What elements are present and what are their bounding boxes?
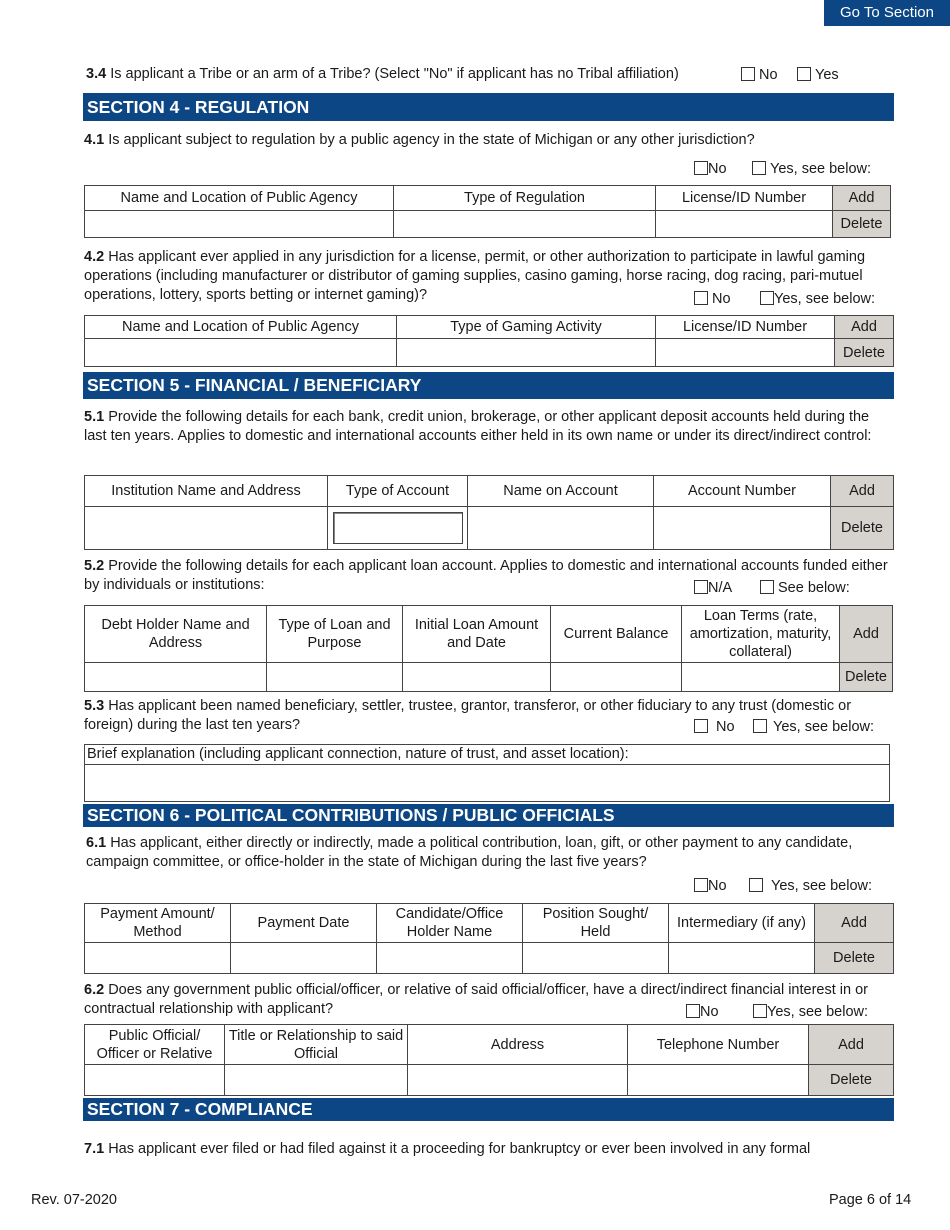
column-header: Debt Holder Name and Address [85, 606, 267, 663]
column-header: Payment Date [231, 904, 377, 943]
section-7-header: SECTION 7 - COMPLIANCE [83, 1098, 894, 1121]
option-3-4-no[interactable]: No [741, 67, 778, 83]
option-3-4-yes[interactable]: Yes [797, 67, 839, 83]
question-4-1: 4.1 Is applicant subject to regulation by a public agency in the state of Michigan or any other jurisdiction? [84, 132, 755, 148]
table-header-row [85, 476, 894, 507]
question-6-1: 6.1 Has applicant, either directly or indirectly, made a political contribution, loan, gift, or other payment to any candidate, campaign committee, or office-holder in the state of Michigan during the last five years? [86, 835, 853, 870]
column-header: Type of Gaming Activity [397, 316, 656, 339]
table-5-2 [84, 605, 893, 692]
column-header: Telephone Number [628, 1025, 809, 1065]
agency-input[interactable] [85, 211, 394, 238]
checkbox-3-4-yes[interactable] [797, 67, 811, 81]
gaming-activity-input[interactable] [397, 339, 656, 367]
column-header: Candidate/Office Holder Name [377, 904, 523, 943]
checkbox-5-2-na[interactable] [694, 580, 708, 594]
section-5-header: SECTION 5 - FINANCIAL / BENEFICIARY [83, 372, 894, 399]
delete-button[interactable]: Delete [840, 663, 893, 692]
checkbox-5-2-see-below[interactable] [760, 580, 774, 594]
column-header: Payment Amount/ Method [85, 904, 231, 943]
telephone-input[interactable] [628, 1065, 809, 1096]
explanation-label: Brief explanation (including applicant connection, nature of trust, and asset location): [84, 744, 890, 765]
checkbox-4-2-yes[interactable] [760, 291, 774, 305]
explanation-input[interactable] [84, 764, 890, 802]
account-type-cell [328, 507, 468, 550]
table-4-1 [84, 185, 891, 238]
column-header: Type of Regulation [394, 186, 656, 211]
account-type-input[interactable] [333, 512, 463, 544]
option-6-2-no[interactable]: No [686, 1004, 719, 1020]
account-name-input[interactable] [468, 507, 654, 550]
go-to-section-button[interactable]: Go To Section [824, 0, 950, 26]
page-number: Page 6 of 14 [829, 1192, 912, 1208]
regulation-input[interactable] [394, 211, 656, 238]
table-row [85, 211, 891, 238]
column-header: Initial Loan Amount and Date [403, 606, 551, 663]
question-text: Is applicant a Tribe or an arm of a Tribe? (Select "No" if applicant has no Tribal affiliation) [110, 66, 679, 82]
table-header-row [85, 606, 893, 663]
column-header: Position Sought/ Held [523, 904, 669, 943]
option-4-2-yes[interactable]: Yes, see below: [760, 291, 875, 307]
agency-input[interactable] [85, 339, 397, 367]
add-button[interactable]: Add [833, 186, 891, 211]
column-header: Type of Account [328, 476, 468, 507]
checkbox-6-1-yes[interactable] [749, 878, 763, 892]
add-button[interactable]: Add [809, 1025, 894, 1065]
license-input[interactable] [656, 211, 833, 238]
delete-button[interactable]: Delete [831, 507, 894, 550]
checkbox-4-2-no[interactable] [694, 291, 708, 305]
table-6-2 [84, 1024, 894, 1096]
option-5-2-na[interactable]: N/A [694, 580, 732, 596]
debt-holder-input[interactable] [85, 663, 267, 692]
option-5-3-no[interactable]: No [694, 719, 735, 735]
checkbox-3-4-no[interactable] [741, 67, 755, 81]
add-button[interactable]: Add [835, 316, 894, 339]
checkbox-5-3-yes[interactable] [753, 719, 767, 733]
table-6-1 [84, 903, 894, 974]
column-header: Title or Relationship to said Official [225, 1025, 408, 1065]
question-5-3: 5.3 Has applicant been named beneficiary, settler, trustee, grantor, transferor, or other fiduciary to any trust (domestic or foreign) during the last ten years? [84, 698, 852, 733]
column-header: Account Number [654, 476, 831, 507]
column-header: Name and Location of Public Agency [85, 186, 394, 211]
column-header: Address [408, 1025, 628, 1065]
position-input[interactable] [523, 943, 669, 974]
current-balance-input[interactable] [551, 663, 682, 692]
table-header-row [85, 904, 894, 943]
column-header: License/ID Number [656, 316, 835, 339]
table-header-row [85, 1025, 894, 1065]
license-input[interactable] [656, 339, 835, 367]
table-row [85, 1065, 894, 1096]
option-6-1-no[interactable]: No [694, 878, 727, 894]
checkbox-5-3-no[interactable] [694, 719, 708, 733]
column-header: Public Official/ Officer or Relative [85, 1025, 225, 1065]
option-4-1-yes[interactable]: Yes, see below: [752, 161, 871, 177]
question-number: 3.4 [86, 66, 107, 82]
column-header: Intermediary (if any) [669, 904, 815, 943]
question-6-2: 6.2 Does any government public official/officer, or relative of said official/officer, have a direct/indirect financial interest in or contractual relationship with applicant? [84, 982, 868, 1017]
question-5-1: 5.1 Provide the following details for each bank, credit union, brokerage, or other applicant deposit accounts held during the last ten years. Applies to domestic and international accounts either held in its own name or under its direct/indirect control: [84, 409, 872, 444]
column-header: Institution Name and Address [85, 476, 328, 507]
table-header-row [85, 316, 894, 339]
table-row [85, 943, 894, 974]
section-4-header: SECTION 4 - REGULATION [83, 93, 894, 121]
option-4-2-no[interactable]: No [694, 291, 731, 307]
checkbox-6-2-no[interactable] [686, 1004, 700, 1018]
account-number-input[interactable] [654, 507, 831, 550]
relationship-input[interactable] [225, 1065, 408, 1096]
option-5-3-yes[interactable]: Yes, see below: [753, 719, 874, 735]
column-header: Name on Account [468, 476, 654, 507]
official-name-input[interactable] [85, 1065, 225, 1096]
payment-amount-input[interactable] [85, 943, 231, 974]
initial-amount-input[interactable] [403, 663, 551, 692]
question-4-2: 4.2 Has applicant ever applied in any jurisdiction for a license, permit, or other authorization to participate in lawful gaming operations (including manufacturer or distributor of gaming supplies, casino gaming, horse racing, dog racing, pari-mutuel operations, lottery, sports betting or internet gaming)? [84, 249, 866, 303]
checkbox-6-2-yes[interactable] [753, 1004, 767, 1018]
intermediary-input[interactable] [669, 943, 815, 974]
checkbox-4-1-no[interactable] [694, 161, 708, 175]
option-6-1-yes[interactable]: Yes, see below: [749, 878, 872, 894]
add-button[interactable]: Add [840, 606, 893, 663]
option-4-1-no[interactable]: No [694, 161, 727, 177]
address-input[interactable] [408, 1065, 628, 1096]
checkbox-6-1-no[interactable] [694, 878, 708, 892]
question-5-2: 5.2 Provide the following details for each applicant loan account. Applies to domestic and international accounts funded either by individuals or institutions: [84, 558, 888, 593]
revision-label: Rev. 07-2020 [31, 1192, 117, 1208]
option-6-2-yes[interactable]: Yes, see below: [753, 1004, 868, 1020]
column-header: Current Balance [551, 606, 682, 663]
loan-terms-input[interactable] [682, 663, 840, 692]
delete-button[interactable]: Delete [835, 339, 894, 367]
checkbox-4-1-yes[interactable] [752, 161, 766, 175]
table-4-2 [84, 315, 894, 367]
table-row [85, 507, 894, 550]
delete-button[interactable]: Delete [833, 211, 891, 238]
add-button[interactable]: Add [815, 904, 894, 943]
table-header-row [85, 186, 891, 211]
table-row [85, 663, 893, 692]
delete-button[interactable]: Delete [815, 943, 894, 974]
column-header: License/ID Number [656, 186, 833, 211]
column-header: Loan Terms (rate, amortization, maturity, collateral) [682, 606, 840, 663]
question-7-1: 7.1 Has applicant ever filed or had filed against it a proceeding for bankruptcy or ever been involved in any formal [84, 1141, 811, 1157]
payment-date-input[interactable] [231, 943, 377, 974]
candidate-name-input[interactable] [377, 943, 523, 974]
table-5-1 [84, 475, 894, 550]
delete-button[interactable]: Delete [809, 1065, 894, 1096]
add-button[interactable]: Add [831, 476, 894, 507]
column-header: Name and Location of Public Agency [85, 316, 397, 339]
table-row [85, 339, 894, 367]
institution-input[interactable] [85, 507, 328, 550]
loan-type-input[interactable] [267, 663, 403, 692]
column-header: Type of Loan and Purpose [267, 606, 403, 663]
option-5-2-see-below[interactable]: See below: [760, 580, 850, 596]
section-6-header: SECTION 6 - POLITICAL CONTRIBUTIONS / PUBLIC OFFICIALS [83, 804, 894, 827]
